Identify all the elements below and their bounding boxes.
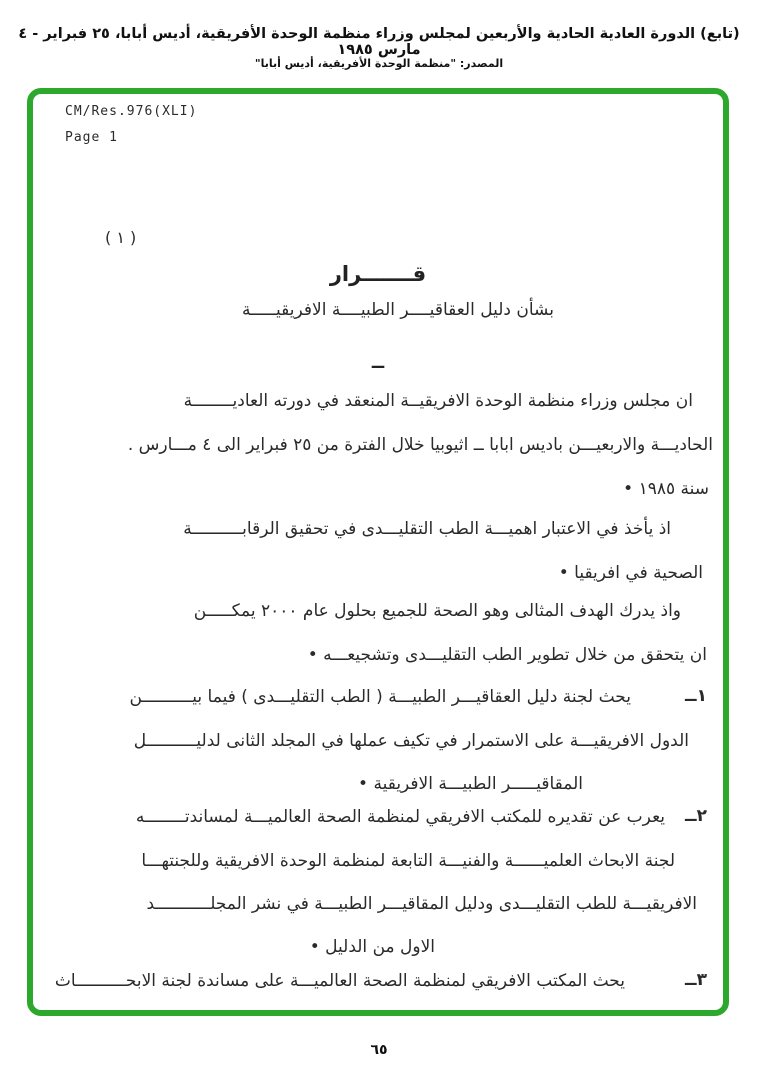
- session-header-line: (تابع) الدورة العادية الحادية والأربعين لمجلس وزراء منظمة الوحدة الأفريقية، أديس أبابا، ٢٥ فبراير - ٤ مارس ١٩٨٥: [18, 26, 740, 58]
- preamble-line: اذ يأخذ في الاعتبار اهميـــة الطب التقليـــدى في تحقيق الرقابــــــــــة: [183, 519, 671, 539]
- source-line: المصدر: "منظمة الوحدة الأفريقية، أديس أبابا": [254, 57, 504, 70]
- divider-mark: ــ: [371, 352, 385, 373]
- preamble-line: ان يتحقق من خلال تطوير الطب التقليـــدى وتشجيعـــه •: [307, 645, 707, 665]
- preamble-line: الصحية في افريقيا •: [558, 563, 703, 583]
- document-frame: [27, 88, 729, 1016]
- item-line: يعرب عن تقديره للمكتب الافريقي لمنظمة الصحة العالميـــة لمساندتــــــــه: [135, 807, 665, 827]
- item-number: ٣ــ: [684, 970, 707, 990]
- item-line: الافريقيـــة للطب التقليـــدى ودليل المقاقيـــر الطبيـــة في نشر المجلـــــــــــد: [146, 894, 697, 914]
- preamble-line: سنة ١٩٨٥ •: [623, 479, 709, 499]
- resolution-title: قـــــــرار: [329, 262, 427, 286]
- item-line: الاول من الدليل •: [309, 937, 435, 957]
- item-line: لجنة الابحاث العلميــــــة والفنيـــة التابعة لمنظمة الوحدة الافريقية وللجنتهـــا: [141, 851, 675, 871]
- item-line: يحث المكتب الافريقي لمنظمة الصحة العالميـــة على مساندة لجنة الابحــــــــــاث: [54, 971, 625, 991]
- item-number: ٢ــ: [684, 806, 707, 826]
- item-line: الدول الافريقيـــة على الاستمرار في تكيف عملها في المجلد الثانى لدليــــــــــل: [133, 731, 689, 751]
- section-number: ( ١ ): [105, 228, 137, 247]
- preamble-line: الحاديـــة والاربعيـــن باديس ابابا ــ اثيوبيا خلال الفترة من ٢٥ فبراير الى ٤ مـــارس .: [127, 435, 713, 455]
- preamble-line: واذ يدرك الهدف المثالى وهو الصحة للجميع بحلول عام ٢٠٠٠ يمكـــــن: [193, 601, 681, 621]
- page-number-footer: ٦٥: [370, 1042, 388, 1058]
- document-page: [33, 94, 723, 1010]
- preamble-line: ان مجلس وزراء منظمة الوحدة الافريقيــة المنعقد في دورته العاديــــــــة: [183, 391, 693, 411]
- resolution-subtitle: بشأن دليل العقاقيــــر الطبيــــة الافريقيـــــة: [242, 300, 554, 320]
- doc-page-label: Page 1: [65, 130, 118, 145]
- item-number: ١ــ: [684, 686, 707, 706]
- item-line: يحث لجنة دليل العقاقيـــر الطبيـــة ( الطب التقليـــدى ) فيما بيــــــــــن: [129, 687, 631, 707]
- item-line: المقاقيـــــر الطبيـــة الافريقية •: [358, 774, 583, 794]
- doc-reference: CM/Res.976(XLI): [65, 104, 198, 119]
